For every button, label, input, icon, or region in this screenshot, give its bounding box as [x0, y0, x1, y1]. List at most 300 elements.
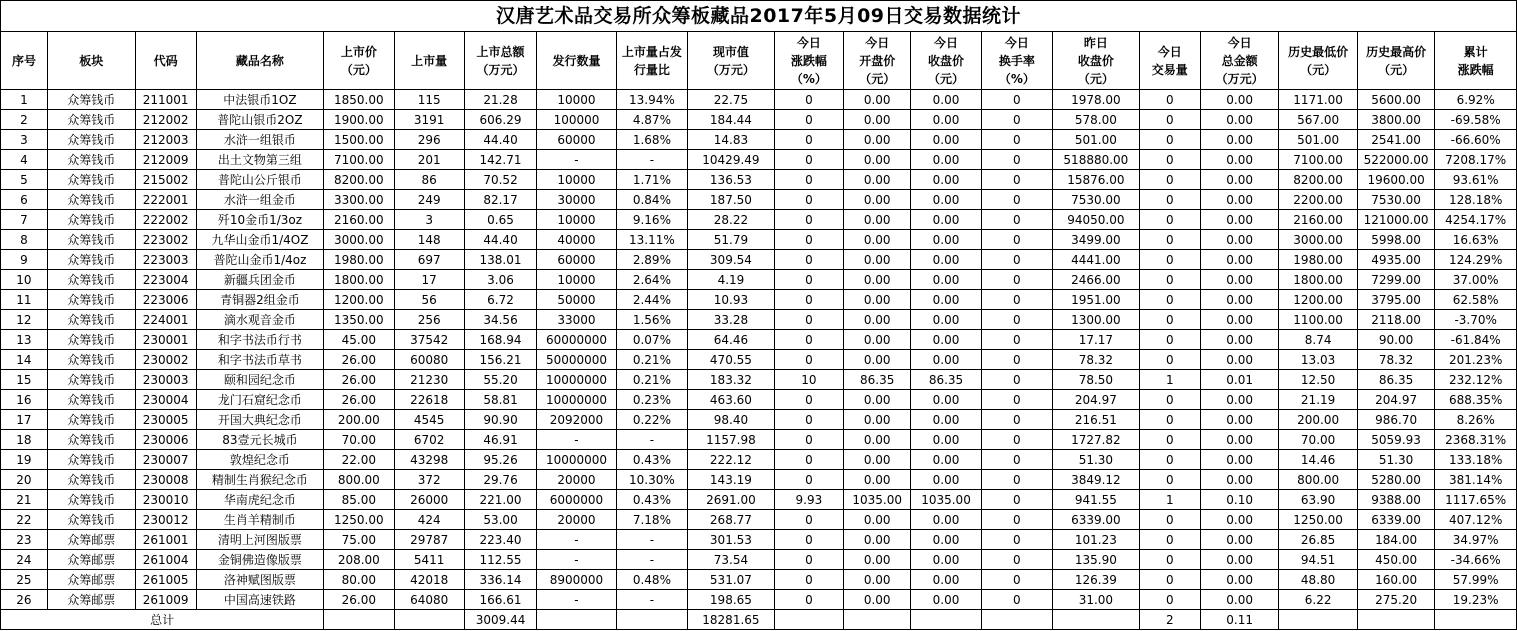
table-cell: 58.81 [464, 390, 536, 410]
table-cell: 94050.00 [1053, 210, 1140, 230]
table-cell: 0.00 [1200, 130, 1279, 150]
table-cell: 0.22% [616, 410, 687, 430]
table-cell: 6702 [394, 430, 464, 450]
table-cell: 0.00 [1200, 410, 1279, 430]
table-cell: 0 [981, 390, 1052, 410]
table-cell: 230006 [135, 430, 196, 450]
table-cell: - [537, 150, 617, 170]
table-cell: 14.46 [1279, 450, 1358, 470]
column-header [1, 32, 48, 90]
table-cell: 0 [774, 550, 843, 570]
table-cell: 0.00 [844, 110, 911, 130]
table-cell: 9.16% [616, 210, 687, 230]
table-cell: 6.92% [1435, 90, 1517, 110]
table-cell: 0.00 [911, 530, 981, 550]
table-cell: 0.00 [844, 150, 911, 170]
table-cell: 215002 [135, 170, 196, 190]
header-row [1, 32, 1517, 90]
table-cell: 0 [981, 310, 1052, 330]
table-cell: 0.00 [1200, 190, 1279, 210]
table-cell: 16.63% [1435, 230, 1517, 250]
table-cell: 0.00 [911, 350, 981, 370]
table-cell: 0 [981, 110, 1052, 130]
table-row [1, 350, 1517, 370]
table-cell: 44.40 [464, 130, 536, 150]
column-header-line: 今日 [1157, 44, 1182, 59]
column-header-line: 藏品名称 [235, 53, 284, 68]
table-cell: 敦煌纪念币 [196, 450, 323, 470]
column-header [844, 32, 911, 90]
table-cell: 0 [981, 250, 1052, 270]
table-cell: 13 [1, 330, 48, 350]
table-cell: 98.40 [688, 410, 775, 430]
table-cell: 华南虎纪念币 [196, 490, 323, 510]
table-cell: 1980.00 [1279, 250, 1358, 270]
table-cell: -34.66% [1435, 550, 1517, 570]
table-cell: 0 [1139, 310, 1200, 330]
table-cell: 0.00 [1200, 250, 1279, 270]
table-cell: 21230 [394, 370, 464, 390]
table-cell: 6.22 [1279, 590, 1358, 610]
table-cell: 43298 [394, 450, 464, 470]
table-cell: 6 [1, 190, 48, 210]
table-cell: 230008 [135, 470, 196, 490]
table-cell: 34.97% [1435, 530, 1517, 550]
table-cell: 和字书法币行书 [196, 330, 323, 350]
table-cell: 0 [981, 550, 1052, 570]
table-cell: 86.35 [844, 370, 911, 390]
table-cell: 82.17 [464, 190, 536, 210]
table-cell: 83壹元长城币 [196, 430, 323, 450]
table-cell: 0 [774, 470, 843, 490]
table-cell: 606.29 [464, 110, 536, 130]
column-header [324, 32, 394, 90]
table-cell: 463.60 [688, 390, 775, 410]
column-header-line: 历史最低价 [1288, 44, 1349, 59]
table-cell: 0.00 [844, 430, 911, 450]
table-cell: 0 [981, 150, 1052, 170]
table-cell: 众筹钱币 [47, 190, 135, 210]
table-cell: 230004 [135, 390, 196, 410]
table-cell: 众筹钱币 [47, 410, 135, 430]
table-cell: 70.00 [324, 430, 394, 450]
table-cell: 1951.00 [1053, 290, 1140, 310]
table-cell: 普陀山公斤银币 [196, 170, 323, 190]
column-header-line: （元） [859, 71, 896, 86]
table-cell: 501.00 [1279, 130, 1358, 150]
column-header-line: （元） [1378, 62, 1415, 77]
table-cell: 28.22 [688, 210, 775, 230]
table-cell: 0 [1139, 410, 1200, 430]
total-cell-empty [774, 610, 843, 630]
trading-data-table [0, 31, 1517, 630]
table-cell: 普陀山金币1/4oz [196, 250, 323, 270]
column-header [1200, 32, 1279, 90]
table-cell: 8200.00 [1279, 170, 1358, 190]
table-cell: 0.00 [1200, 290, 1279, 310]
table-cell: 11 [1, 290, 48, 310]
table-cell: 0 [774, 530, 843, 550]
table-cell: 4254.17% [1435, 210, 1517, 230]
table-cell: - [616, 430, 687, 450]
table-cell: 众筹邮票 [47, 590, 135, 610]
table-cell: 0 [1139, 110, 1200, 130]
table-cell: 0 [981, 450, 1052, 470]
table-cell: 90.00 [1357, 330, 1434, 350]
table-cell: 25 [1, 570, 48, 590]
table-cell: 众筹钱币 [47, 150, 135, 170]
table-cell: 0.00 [911, 250, 981, 270]
table-cell: 0 [774, 110, 843, 130]
table-cell: 223.40 [464, 530, 536, 550]
table-cell: 86.35 [911, 370, 981, 390]
table-cell: 95.26 [464, 450, 536, 470]
table-cell: 3.06 [464, 270, 536, 290]
total-cell-empty [1357, 610, 1434, 630]
table-cell: 0 [774, 330, 843, 350]
table-cell: 0.21% [616, 370, 687, 390]
table-cell: 众筹钱币 [47, 390, 135, 410]
total-cell-empty [1435, 610, 1517, 630]
table-cell: 青铜器2组金币 [196, 290, 323, 310]
table-cell: 22.75 [688, 90, 775, 110]
table-cell: 众筹钱币 [47, 450, 135, 470]
table-cell: 17 [394, 270, 464, 290]
table-cell: 0.00 [844, 250, 911, 270]
table-cell: 10000000 [537, 370, 617, 390]
table-cell: 0 [981, 330, 1052, 350]
table-cell: 0.00 [1200, 210, 1279, 230]
table-cell: 7100.00 [1279, 150, 1358, 170]
table-cell: 0 [981, 190, 1052, 210]
table-cell: 208.00 [324, 550, 394, 570]
table-cell: 212003 [135, 130, 196, 150]
table-cell: 31.00 [1053, 590, 1140, 610]
table-cell: 0.00 [1200, 530, 1279, 550]
table-cell: 60000 [537, 250, 617, 270]
table-cell: 4.87% [616, 110, 687, 130]
table-cell: - [616, 530, 687, 550]
table-cell: 184.44 [688, 110, 775, 130]
table-cell: 148 [394, 230, 464, 250]
column-header [1357, 32, 1434, 90]
table-cell: 223006 [135, 290, 196, 310]
table-cell: 22618 [394, 390, 464, 410]
table-cell: 众筹钱币 [47, 330, 135, 350]
table-cell: 0 [1139, 430, 1200, 450]
table-cell: 歼10金币1/3oz [196, 210, 323, 230]
table-cell: 230003 [135, 370, 196, 390]
table-cell: 45.00 [324, 330, 394, 350]
column-header [1435, 32, 1517, 90]
table-cell: 23 [1, 530, 48, 550]
column-header-line: 开盘价 [859, 53, 896, 68]
table-cell: -61.84% [1435, 330, 1517, 350]
column-header [688, 32, 775, 90]
table-cell: 0.00 [911, 450, 981, 470]
table-row [1, 230, 1517, 250]
table-cell: 众筹钱币 [47, 210, 135, 230]
table-cell: 0.00 [1200, 230, 1279, 250]
table-cell: 222001 [135, 190, 196, 210]
table-cell: 135.90 [1053, 550, 1140, 570]
table-cell: 4441.00 [1053, 250, 1140, 270]
table-cell: 8.74 [1279, 330, 1358, 350]
table-cell: 7100.00 [324, 150, 394, 170]
table-cell: - [537, 550, 617, 570]
table-cell: 4545 [394, 410, 464, 430]
table-cell: 0.00 [844, 590, 911, 610]
table-cell: 0.00 [1200, 550, 1279, 570]
table-cell: 0.00 [844, 390, 911, 410]
table-cell: 60080 [394, 350, 464, 370]
table-cell: 17 [1, 410, 48, 430]
column-header-line: （万元） [1215, 71, 1264, 86]
table-cell: 3499.00 [1053, 230, 1140, 250]
table-cell: 10000 [537, 90, 617, 110]
table-cell: 0.00 [844, 310, 911, 330]
table-cell: 0.00 [844, 330, 911, 350]
table-cell: 7299.00 [1357, 270, 1434, 290]
table-cell: 3300.00 [324, 190, 394, 210]
table-cell: 18 [1, 430, 48, 450]
table-cell: 5 [1, 170, 48, 190]
table-cell: 0.00 [844, 450, 911, 470]
table-cell: 212002 [135, 110, 196, 130]
table-cell: 众筹钱币 [47, 430, 135, 450]
table-cell: 2.64% [616, 270, 687, 290]
table-cell: 0.00 [844, 90, 911, 110]
total-row [1, 610, 1517, 630]
table-cell: 4.19 [688, 270, 775, 290]
table-cell: 2.44% [616, 290, 687, 310]
table-cell: 0.00 [911, 230, 981, 250]
table-cell: 0 [981, 570, 1052, 590]
table-cell: 230012 [135, 510, 196, 530]
table-cell: 众筹邮票 [47, 530, 135, 550]
table-cell: - [537, 530, 617, 550]
table-cell: 0 [981, 210, 1052, 230]
table-cell: 0 [1139, 450, 1200, 470]
table-cell: 0 [1139, 170, 1200, 190]
table-cell: 30000 [537, 190, 617, 210]
table-cell: 1250.00 [1279, 510, 1358, 530]
table-cell: 众筹钱币 [47, 470, 135, 490]
table-cell: 13.03 [1279, 350, 1358, 370]
table-cell: 0.00 [911, 310, 981, 330]
table-cell: 7.18% [616, 510, 687, 530]
table-cell: 0 [981, 430, 1052, 450]
table-cell: 0.84% [616, 190, 687, 210]
table-cell: 众筹钱币 [47, 510, 135, 530]
table-cell: 15 [1, 370, 48, 390]
table-cell: 56 [394, 290, 464, 310]
column-header-line: （万元） [706, 62, 755, 77]
column-header-line: 涨跌幅 [1457, 62, 1494, 77]
table-cell: 1035.00 [844, 490, 911, 510]
table-cell: 众筹钱币 [47, 90, 135, 110]
table-cell: 1978.00 [1053, 90, 1140, 110]
table-cell: 93.61% [1435, 170, 1517, 190]
table-cell: 37.00% [1435, 270, 1517, 290]
table-cell: 0.00 [1200, 330, 1279, 350]
table-cell: 17.17 [1053, 330, 1140, 350]
total-cell-empty [981, 610, 1052, 630]
table-cell: 2 [1, 110, 48, 130]
table-cell: 222.12 [688, 450, 775, 470]
table-cell: 0.00 [1200, 270, 1279, 290]
table-cell: 121000.00 [1357, 210, 1434, 230]
table-cell: 70.00 [1279, 430, 1358, 450]
table-cell: 224001 [135, 310, 196, 330]
table-cell: 0 [774, 390, 843, 410]
table-cell: 0 [774, 270, 843, 290]
table-cell: 0 [981, 230, 1052, 250]
table-cell: 1200.00 [324, 290, 394, 310]
table-cell: 0.00 [911, 110, 981, 130]
table-cell: 3191 [394, 110, 464, 130]
table-cell: 26 [1, 590, 48, 610]
table-cell: 6000000 [537, 490, 617, 510]
table-cell: 8900000 [537, 570, 617, 590]
table-cell: 7530.00 [1053, 190, 1140, 210]
table-row [1, 550, 1517, 570]
table-cell: 10.30% [616, 470, 687, 490]
table-cell: 70.52 [464, 170, 536, 190]
table-cell: 0.00 [844, 410, 911, 430]
table-cell: 12.50 [1279, 370, 1358, 390]
table-cell: 256 [394, 310, 464, 330]
table-cell: 1250.00 [324, 510, 394, 530]
table-cell: 中法银币1OZ [196, 90, 323, 110]
table-cell: 0 [981, 590, 1052, 610]
table-cell: 0 [981, 490, 1052, 510]
table-cell: 230002 [135, 350, 196, 370]
table-cell: 112.55 [464, 550, 536, 570]
table-cell: 众筹钱币 [47, 230, 135, 250]
table-cell: 10 [774, 370, 843, 390]
table-cell: 221.00 [464, 490, 536, 510]
table-cell: -66.60% [1435, 130, 1517, 150]
table-cell: 0 [981, 470, 1052, 490]
total-cell-empty [537, 610, 617, 630]
table-cell: 0 [1139, 150, 1200, 170]
table-cell: - [616, 550, 687, 570]
table-cell: 0 [774, 210, 843, 230]
table-cell: 198.65 [688, 590, 775, 610]
table-row [1, 330, 1517, 350]
table-cell: 生肖羊精制币 [196, 510, 323, 530]
table-cell: 0.23% [616, 390, 687, 410]
table-cell: 156.21 [464, 350, 536, 370]
table-cell: 501.00 [1053, 130, 1140, 150]
table-cell: 230007 [135, 450, 196, 470]
table-cell: 261005 [135, 570, 196, 590]
table-cell: 0.65 [464, 210, 536, 230]
table-cell: 0 [774, 350, 843, 370]
column-header [135, 32, 196, 90]
table-cell: 0.00 [1200, 90, 1279, 110]
table-cell: 216.51 [1053, 410, 1140, 430]
table-cell: 0.00 [911, 150, 981, 170]
column-header-line: 序号 [11, 53, 36, 68]
table-cell: 168.94 [464, 330, 536, 350]
table-cell: 184.00 [1357, 530, 1434, 550]
table-cell: 381.14% [1435, 470, 1517, 490]
table-cell: 10000000 [537, 390, 617, 410]
total-cell-empty [324, 610, 394, 630]
table-cell: 160.00 [1357, 570, 1434, 590]
table-cell: 14 [1, 350, 48, 370]
table-cell: 7 [1, 210, 48, 230]
table-cell: 223003 [135, 250, 196, 270]
table-cell: 0 [1139, 570, 1200, 590]
table-cell: 424 [394, 510, 464, 530]
table-cell: 出土文物第三组 [196, 150, 323, 170]
table-cell: 21.28 [464, 90, 536, 110]
column-header [1053, 32, 1140, 90]
table-cell: 0 [981, 410, 1052, 430]
table-cell: 0 [774, 130, 843, 150]
table-cell: 21.19 [1279, 390, 1358, 410]
table-cell: 6339.00 [1053, 510, 1140, 530]
table-cell: 51.30 [1053, 450, 1140, 470]
column-header [1139, 32, 1200, 90]
table-cell: 450.00 [1357, 550, 1434, 570]
table-cell: 0.00 [1200, 170, 1279, 190]
table-cell: 10000 [537, 210, 617, 230]
table-cell: 0 [981, 130, 1052, 150]
column-header-line: 历史最高价 [1366, 44, 1427, 59]
table-cell: 212009 [135, 150, 196, 170]
table-cell: 0.00 [1200, 570, 1279, 590]
table-cell: 滴水观音金币 [196, 310, 323, 330]
table-cell: 372 [394, 470, 464, 490]
table-cell: 中国高速铁路 [196, 590, 323, 610]
column-header-line: 今日 [1004, 35, 1029, 50]
table-cell: 0.43% [616, 490, 687, 510]
table-cell: 5600.00 [1357, 90, 1434, 110]
table-cell: 0 [1139, 290, 1200, 310]
table-cell: 1200.00 [1279, 290, 1358, 310]
table-cell: 2118.00 [1357, 310, 1434, 330]
table-body [1, 90, 1517, 610]
column-header [196, 32, 323, 90]
table-cell: 578.00 [1053, 110, 1140, 130]
table-cell: 0.00 [1200, 470, 1279, 490]
table-cell: 19 [1, 450, 48, 470]
table-cell: 0 [1139, 130, 1200, 150]
table-cell: 86.35 [1357, 370, 1434, 390]
table-cell: 0 [774, 290, 843, 310]
table-cell: 26.00 [324, 390, 394, 410]
table-cell: 6.72 [464, 290, 536, 310]
table-cell: 15876.00 [1053, 170, 1140, 190]
table-cell: 1171.00 [1279, 90, 1358, 110]
table-cell: 275.20 [1357, 590, 1434, 610]
table-cell: 0 [1139, 350, 1200, 370]
table-cell: 21 [1, 490, 48, 510]
table-cell: 0 [1139, 390, 1200, 410]
table-cell: 0 [774, 150, 843, 170]
table-cell: 101.23 [1053, 530, 1140, 550]
table-cell: 10429.49 [688, 150, 775, 170]
table-cell: 10000 [537, 270, 617, 290]
table-cell: 183.32 [688, 370, 775, 390]
table-cell: 0.00 [1200, 590, 1279, 610]
table-cell: 2160.00 [324, 210, 394, 230]
table-cell: 0 [1139, 90, 1200, 110]
